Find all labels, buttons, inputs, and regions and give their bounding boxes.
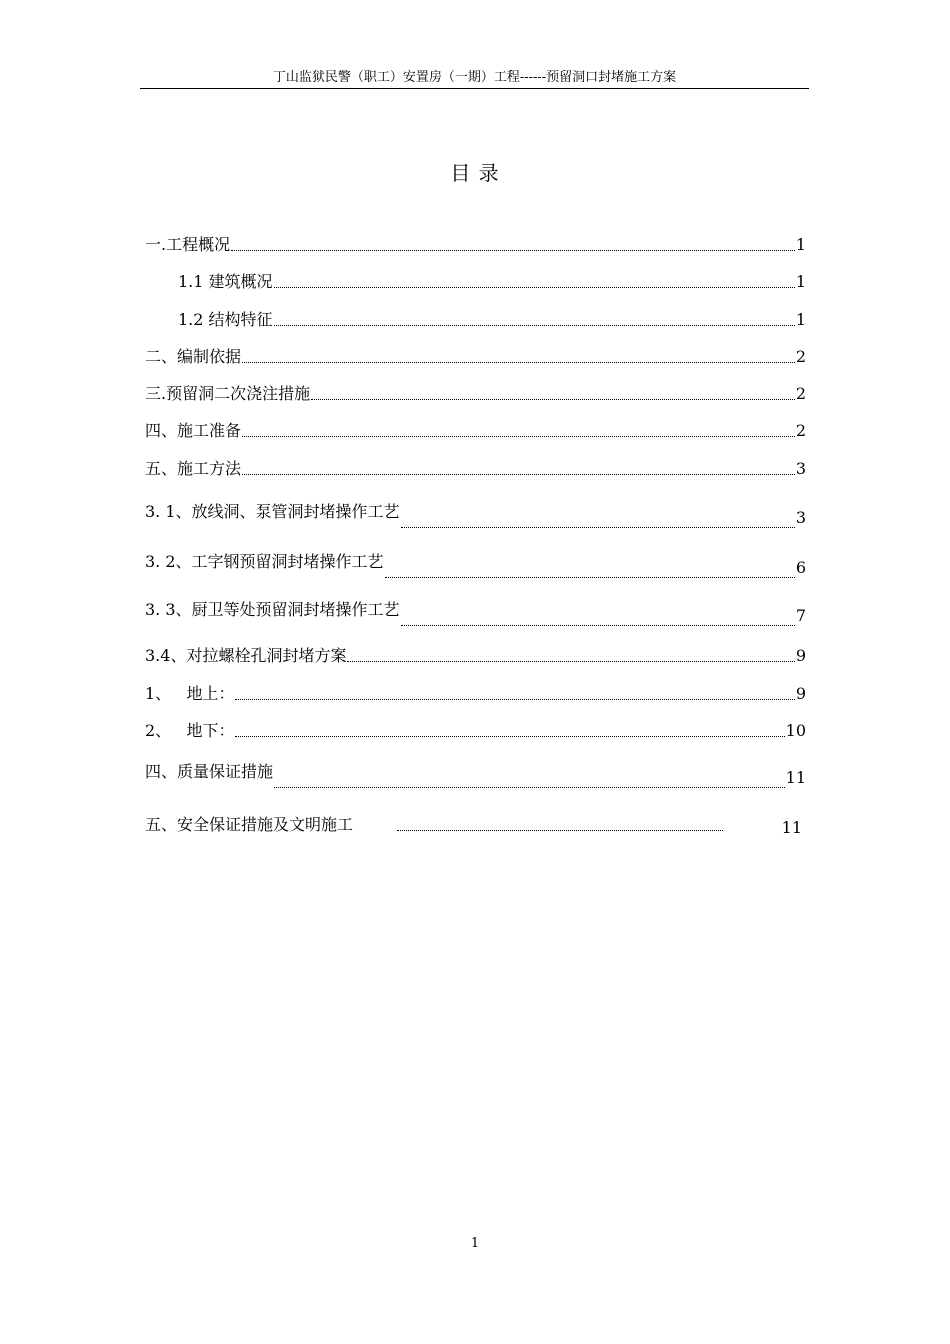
toc-entry-label: 三.预留洞二次浇注措施	[145, 384, 311, 403]
toc-entry-label: 2、 地下：	[145, 721, 235, 740]
toc-dot-leader	[274, 787, 785, 788]
toc-dot-leader	[401, 527, 795, 528]
toc-entry-page: 3	[795, 459, 806, 478]
toc-entry-label: 五、安全保证措施及文明施工	[145, 815, 354, 834]
toc-entry-page: 9	[795, 646, 806, 665]
toc-entry[interactable]	[145, 721, 806, 741]
toc-entry-label: 四、质量保证措施	[145, 762, 274, 781]
toc-entry[interactable]	[178, 272, 806, 292]
toc-entry-label: 五、施工方法	[145, 459, 242, 478]
toc-entry[interactable]	[178, 310, 806, 330]
toc-dot-leader	[274, 325, 795, 326]
toc-dot-leader	[242, 362, 795, 363]
toc-entry[interactable]	[145, 421, 806, 441]
toc-entry[interactable]	[145, 502, 806, 528]
toc-entry[interactable]	[145, 646, 806, 666]
toc-dot-leader	[401, 625, 795, 626]
toc-entry-label: 四、施工准备	[145, 421, 242, 440]
page-number: 1	[470, 1236, 480, 1251]
toc-entry-label: 1.1 建筑概况	[178, 272, 273, 291]
toc-entry[interactable]	[145, 684, 806, 704]
toc-entry[interactable]	[145, 384, 806, 404]
toc-dot-leader	[235, 736, 784, 737]
toc-entry-page: 2	[795, 347, 806, 366]
toc-entry[interactable]	[145, 347, 806, 367]
toc-entry-page: 11	[781, 818, 802, 837]
toc-dot-leader	[347, 661, 794, 662]
toc-dot-leader	[235, 699, 794, 700]
toc-entry-page: 1	[795, 235, 806, 254]
toc-entry[interactable]	[145, 762, 806, 788]
page-header: 丁山监狱民警（职工）安置房（一期）工程------预留洞口封堵施工方案	[272, 70, 677, 85]
toc-entry-page: 1	[795, 310, 806, 329]
toc-entry[interactable]	[145, 815, 806, 835]
toc-entry-page: 2	[795, 421, 806, 440]
header-rule	[140, 88, 809, 89]
toc-entry-page: 10	[785, 721, 806, 740]
toc-entry-page: 1	[795, 272, 806, 291]
toc-dot-leader	[231, 250, 795, 251]
toc-dot-leader	[242, 436, 795, 437]
toc-entry-page: 11	[785, 768, 806, 787]
toc-entry-page: 7	[795, 606, 806, 625]
toc-dot-leader	[311, 399, 795, 400]
toc-entry-page: 9	[795, 684, 806, 703]
toc-dot-leader	[385, 577, 795, 578]
toc-dot-leader	[242, 474, 795, 475]
toc-entry-page: 3	[795, 508, 806, 527]
toc-dot-leader	[274, 287, 795, 288]
toc-title: 目 录	[450, 161, 500, 185]
toc-entry[interactable]	[145, 459, 806, 479]
toc-entry-label: 3. 3、厨卫等处预留洞封堵操作工艺	[145, 600, 400, 619]
toc-entry-page: 6	[795, 558, 806, 577]
toc-entry-label: 二、编制依据	[145, 347, 242, 366]
toc-entry-label: 3. 2、工字钢预留洞封堵操作工艺	[145, 552, 384, 571]
toc-entry[interactable]	[145, 235, 806, 255]
toc-entry-label: 1.2 结构特征	[178, 310, 273, 329]
toc-entry-page: 2	[795, 384, 806, 403]
toc-entry-label: 3. 1、放线洞、泵管洞封堵操作工艺	[145, 502, 400, 521]
toc-entry-label: 一.工程概况	[145, 235, 231, 254]
toc-entry[interactable]	[145, 552, 806, 578]
toc-entry-label: 3.4、对拉螺栓孔洞封堵方案	[145, 646, 347, 665]
toc-dot-leader	[397, 830, 723, 831]
toc-entry-label: 1、 地上：	[145, 684, 235, 703]
toc-entry[interactable]	[145, 600, 806, 626]
